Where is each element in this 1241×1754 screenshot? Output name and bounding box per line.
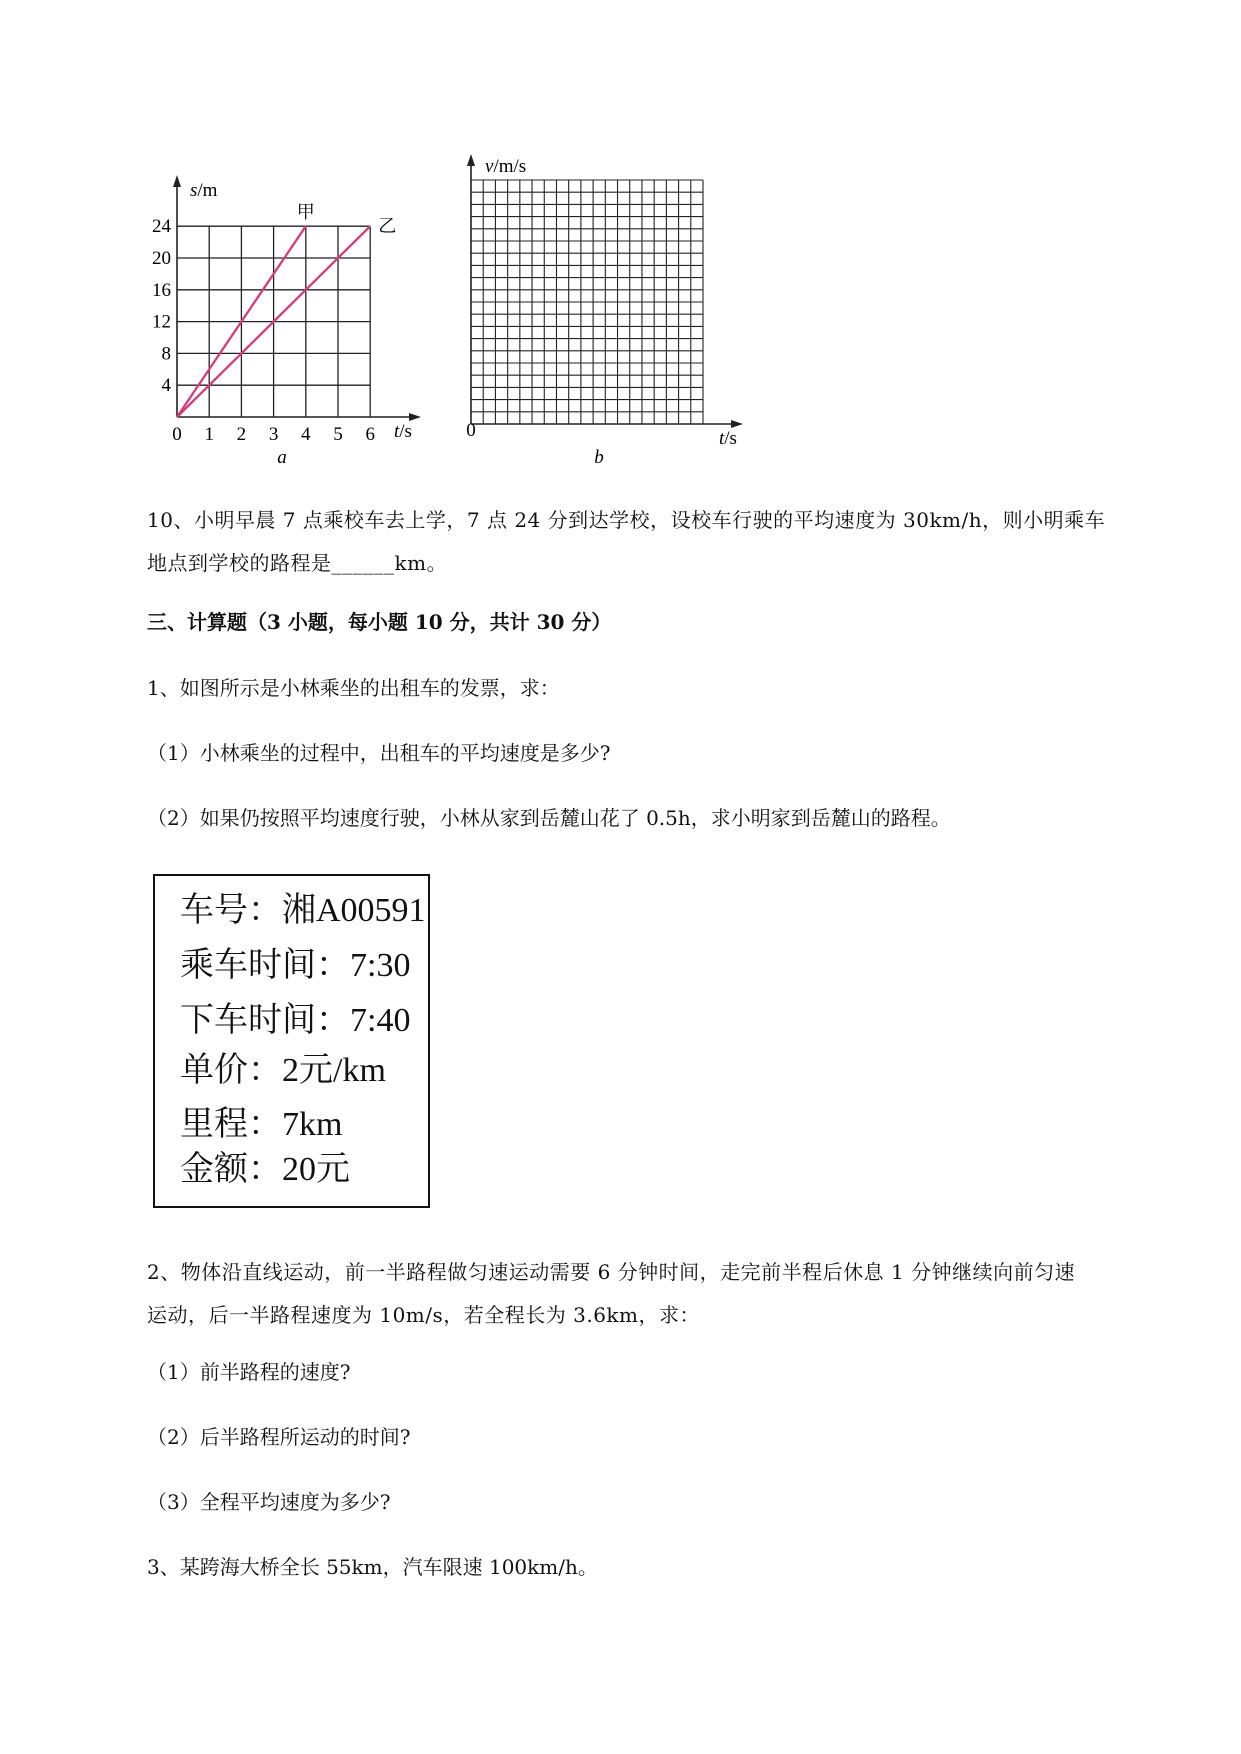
question-10-line1: 10、小明早晨 7 点乘校车去上学，7 点 24 分到达学校，设校车行驶的平均速度为 30km/h，则小明乘车 [147, 508, 1106, 532]
receipt-board-time: 乘车时间：7:30 [180, 947, 411, 984]
receipt-distance: 里程：7km [180, 1106, 343, 1143]
chart-a-x-tick: 6 [365, 424, 375, 445]
problem-3-stem: 3、某跨海大桥全长 55km，汽车限速 100km/h。 [147, 1555, 598, 1579]
chart-a-x-tick: 5 [333, 424, 343, 445]
chart-a-series-label-2: 乙 [378, 216, 397, 238]
chart-a-x-tick: 2 [236, 424, 247, 445]
chart-a-ylabel: s/m [190, 180, 218, 201]
chart-a-caption: a [277, 447, 287, 465]
chart-a-x-tick: 4 [301, 424, 311, 445]
chart-a-x-tick: 1 [204, 424, 214, 445]
chart-a-y-tick: 24 [152, 216, 171, 238]
problem-1-sub2: （2）如果仍按照平均速度行驶，小林从家到岳麓山花了 0.5h，求小明家到岳麓山的路程。 [147, 806, 951, 830]
receipt-amount: 金额：20元 [180, 1151, 350, 1188]
problem-2-sub1: （1）前半路程的速度? [147, 1360, 351, 1384]
chart-a-y-tick: 16 [152, 279, 171, 301]
chart-a [140, 165, 440, 465]
chart-b-y-arrow [467, 154, 475, 166]
chart-a-x-arrow [409, 413, 421, 421]
chart-b-grid [471, 180, 703, 424]
problem-1-sub1: （1）小林乘坐的过程中，出租车的平均速度是多少? [147, 741, 611, 765]
chart-a-series-label-1: 甲 [296, 202, 315, 224]
chart-a-x-tick: 3 [268, 424, 279, 445]
problem-1-stem: 1、如图所示是小林乘坐的出租车的发票，求： [147, 676, 560, 700]
receipt-alight-time: 下车时间：7:40 [180, 1002, 411, 1039]
taxi-receipt [153, 874, 430, 1208]
chart-a-y-tick: 8 [161, 343, 171, 365]
problem-2-stem [147, 1251, 1157, 1337]
chart-b [455, 150, 765, 470]
problem-2-sub2: （2）后半路程所运动的时间? [147, 1425, 411, 1449]
question-10 [147, 499, 1157, 585]
chart-a-y-tick: 4 [161, 375, 171, 397]
question-10-line2: 地点到学校的路程是______km。 [147, 551, 448, 575]
problem-2-line2: 运动，后一半路程速度为 10m/s，若全程长为 3.6km，求： [147, 1303, 701, 1327]
receipt-plate: 车号：湘A00591 [180, 892, 426, 929]
section-3-heading: 三、计算题（3 小题，每小题 10 分，共计 30 分） [147, 610, 612, 634]
receipt-unit-price: 单价：2元/km [180, 1052, 386, 1089]
chart-a-y-tick: 12 [152, 311, 171, 333]
chart-b-caption: b [594, 447, 604, 468]
problem-2-sub3: （3）全程平均速度为多少? [147, 1490, 391, 1514]
chart-b-origin: 0 [466, 420, 476, 441]
chart-a-xlabel: t/s [394, 421, 412, 442]
chart-a-origin: 0 [172, 424, 182, 445]
chart-b-xlabel: t/s [719, 428, 737, 449]
chart-a-y-tick: 20 [152, 248, 171, 269]
problem-2-line1: 2、物体沿直线运动，前一半路程做匀速运动需要 6 分钟时间，走完前半程后休息 1 分钟继续向前匀速 [147, 1260, 1076, 1284]
chart-b-ylabel: v/m/s [485, 156, 527, 177]
chart-a-y-arrow [173, 175, 181, 187]
chart-b-x-arrow [731, 420, 743, 428]
